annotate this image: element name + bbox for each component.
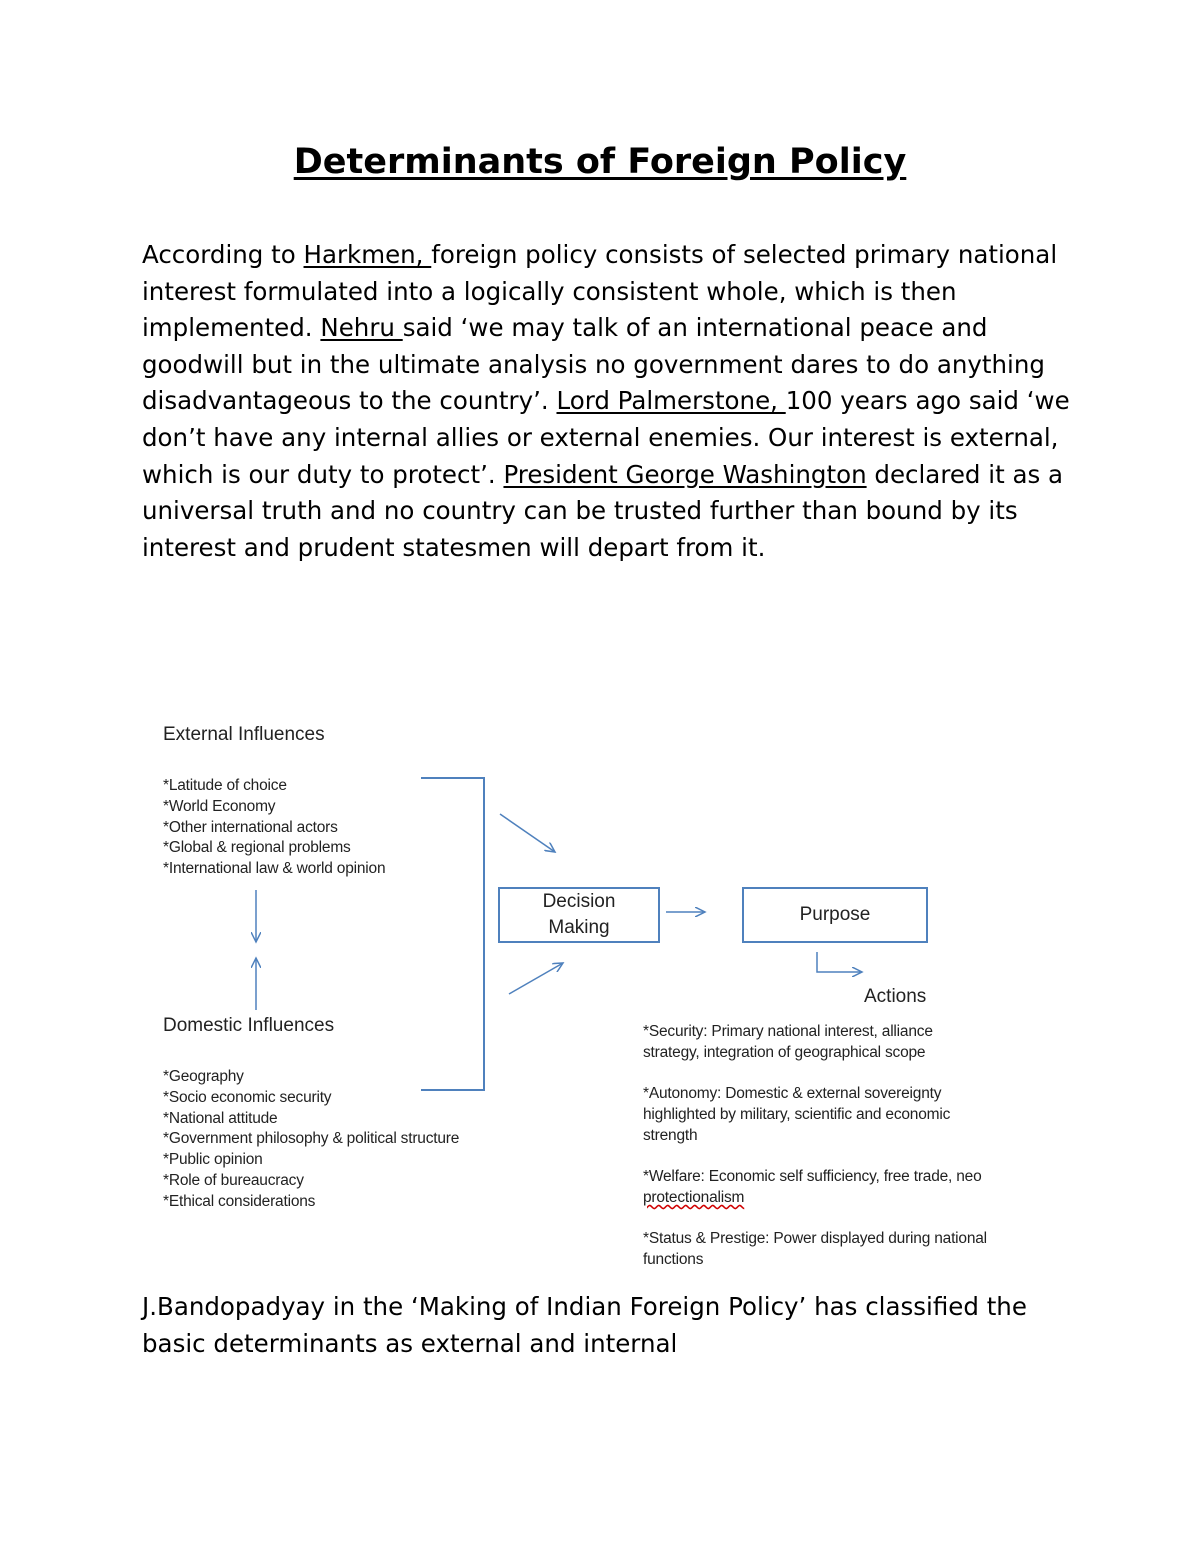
welfare-spelling-flag: protectionalism [643, 1189, 745, 1206]
list-item: *Security: Primary national interest, alliance strategy, integration of geographical scope [643, 1023, 933, 1061]
ref-washington: President George Washington [503, 459, 867, 489]
list-item: *International law & world opinion [163, 860, 386, 878]
intro-text-1: According to [142, 240, 304, 269]
actions-list [643, 1021, 987, 1290]
welfare-text: *Welfare: Economic self sufficiency, free trade, neo [643, 1168, 982, 1185]
decision-making-box [498, 887, 660, 943]
ref-harkmen: Harkmen, [303, 240, 432, 269]
intro-text-5: declared it as a universal truth and no country can be trusted further than bound by its interest and prudent statesmen will depart from it. [142, 459, 1064, 562]
list-item: *Government philosophy & political structure [163, 1130, 460, 1148]
list-item: *Public opinion [163, 1151, 263, 1169]
list-item [643, 1166, 987, 1208]
list-item: *Ethical considerations [163, 1192, 316, 1210]
domestic-influences-heading: Domestic Influences [163, 1015, 335, 1036]
list-item: *Geography [163, 1068, 244, 1085]
arrow-purpose-to-actions [817, 952, 862, 972]
ref-nehru: Nehru [320, 313, 403, 343]
list-item: *Autonomy: Domestic & external sovereignty highlighted by military, scientific and economic strength [643, 1085, 951, 1144]
intro-text-2: foreign policy consists of selected primary national interest formulated into a logically consistent whole, which is then implemented. [142, 240, 1058, 343]
list-item: *Status & Prestige: Power displayed during national functions [643, 1230, 987, 1268]
domestic-influences-list [163, 1067, 459, 1213]
arrow-to-decision-bottom [509, 963, 563, 994]
bracket-line [421, 778, 484, 1090]
list-item: *Latitude of choice [163, 777, 287, 794]
decision-making-label: Decision Making [542, 891, 616, 938]
list-item: *Other international actors [163, 818, 338, 836]
intro-text-3: said ‘we may talk of an international peace and goodwill but in the ultimate analysis no government dares to do anything disadvantageous to the country’. [142, 313, 1045, 416]
ref-palmerstone: Lord Palmerstone, [556, 386, 786, 416]
actions-heading: Actions [864, 986, 927, 1007]
list-item: *National attitude [163, 1109, 278, 1127]
list-item: *World Economy [163, 797, 276, 815]
list-item: *Global & regional problems [163, 839, 351, 857]
arrow-to-decision-top [500, 814, 555, 852]
list-item: *Socio economic security [163, 1088, 332, 1106]
page-title: Determinants of Foreign Policy [293, 142, 907, 182]
intro-text-4: 100 years ago said ‘we don’t have any internal allies or external enemies. Our interest is external, which is our duty to protect’. [142, 386, 1070, 489]
closing-paragraph: J.Bandopadyay in the ‘Making of Indian Foreign Policy’ has classified the basic determinants as external and internal [142, 1292, 1027, 1358]
list-item: *Role of bureaucracy [163, 1171, 304, 1189]
purpose-box [742, 887, 928, 943]
purpose-label: Purpose [799, 904, 871, 925]
external-influences-list [163, 776, 385, 880]
external-influences-heading: External Influences [163, 724, 325, 745]
